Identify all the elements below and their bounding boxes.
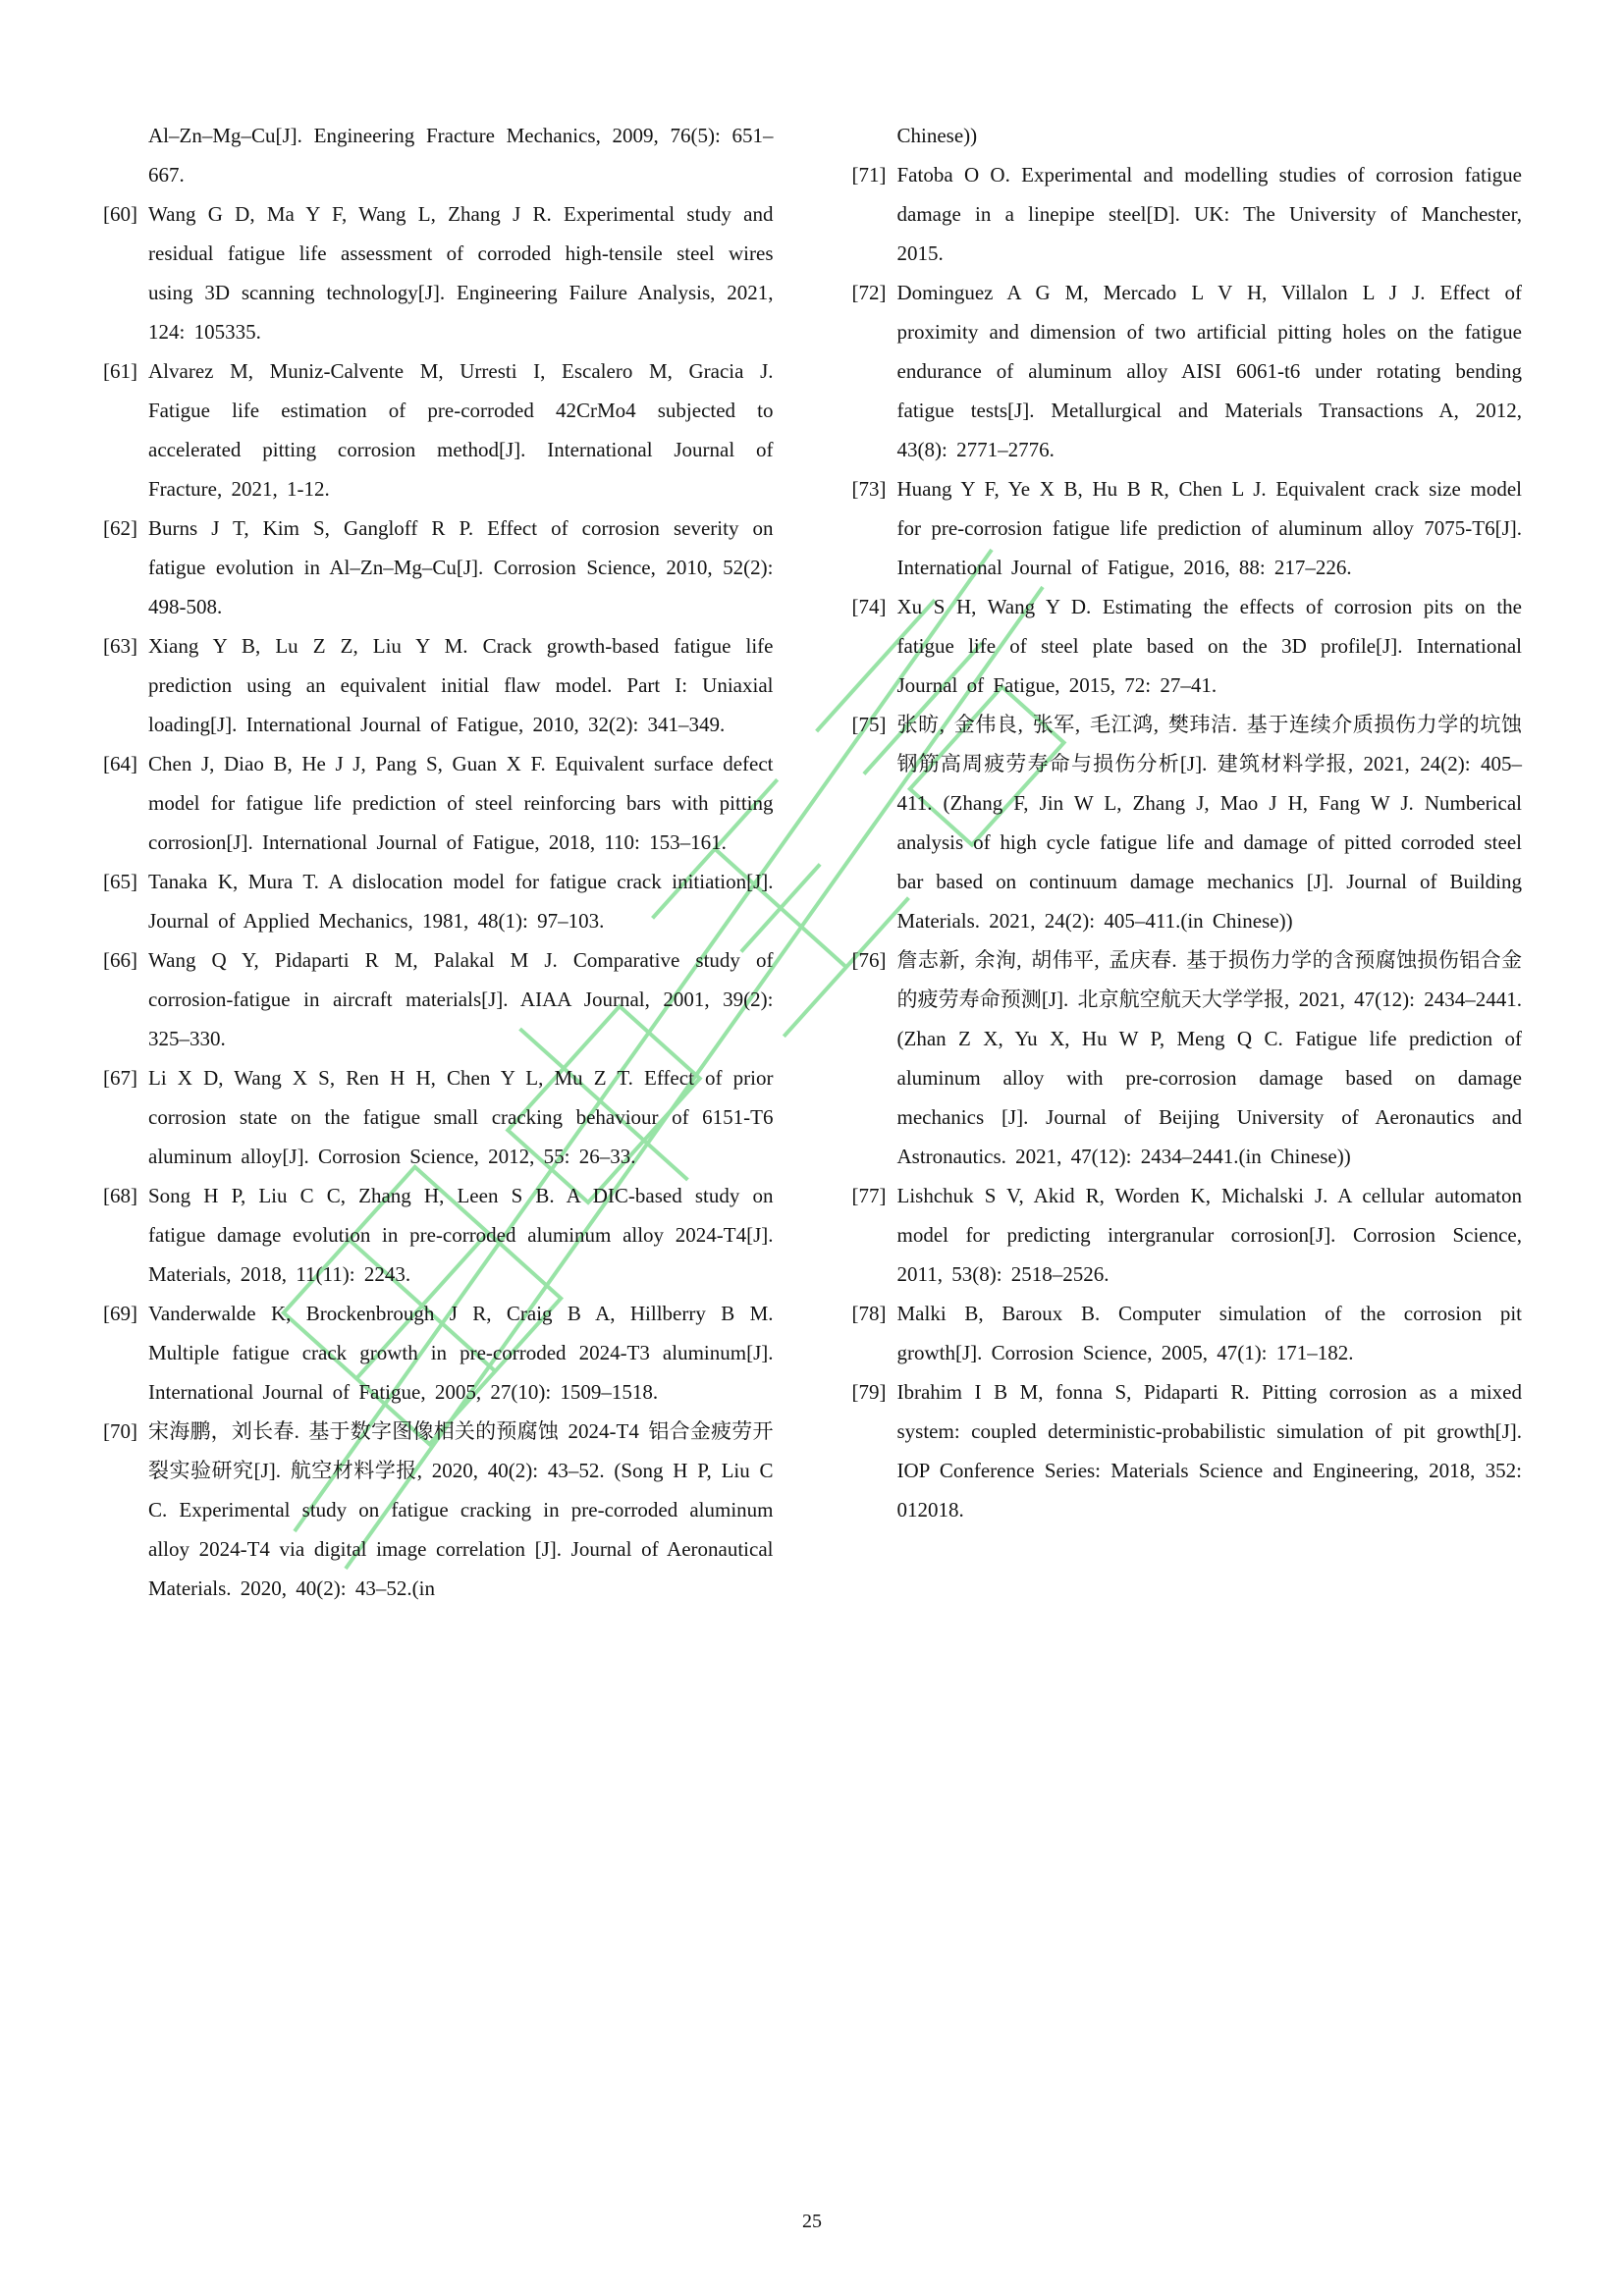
reference-item [852, 705, 1523, 940]
reference-item [103, 1058, 774, 1176]
reference-text: Fatoba O O. Experimental and modelling studies of corrosion fatigue damage in a linepipe steel[D]. UK: The University of Manchester, 2015. [896, 163, 1522, 265]
references-column-left [103, 116, 774, 1608]
reference-continuation [103, 116, 774, 194]
reference-label: [66] [103, 948, 137, 972]
reference-text: Chen J, Diao B, He J J, Pang S, Guan X F. Equivalent surface defect model for fatigue life prediction of steel reinforcing bars with pitting corrosion[J]. International Journal of Fatigue, 2018, 110: 153–161. [148, 752, 774, 854]
reference-label: [68] [103, 1184, 137, 1207]
reference-label: [72] [851, 281, 887, 304]
reference-text: Huang Y F, Ye X B, Hu B R, Chen L J. Equivalent crack size model for pre-corrosion fatigue life prediction of aluminum alloy 7075-T6[J]. International Journal of Fatigue, 2016, 88: 217–226. [896, 477, 1522, 579]
reference-label: [64] [103, 752, 137, 775]
reference-label [103, 116, 148, 194]
reference-item [103, 1294, 774, 1412]
reference-item [103, 862, 774, 940]
reference-continuation [852, 116, 1523, 155]
reference-label: [69] [103, 1302, 137, 1325]
reference-text: Chinese)) [896, 124, 978, 147]
reference-label: [61] [103, 359, 137, 383]
reference-label: [73] [851, 477, 887, 501]
reference-label: [77] [851, 1184, 887, 1207]
page-number: 25 [802, 2211, 822, 2232]
reference-text: Song H P, Liu C C, Zhang H, Leen S B. A DIC-based study on fatigue damage evolution in pre-corroded aluminum alloy 2024-T4[J]. Materials, 2018, 11(11): 2243. [148, 1184, 774, 1286]
reference-item [103, 744, 774, 862]
reference-item [852, 273, 1523, 469]
reference-label: [67] [103, 1066, 137, 1090]
reference-text: 张昉, 金伟良, 张军, 毛江鸿, 樊玮洁. 基于连续介质损伤力学的坑蚀钢筋高周疲劳寿命与损伤分析[J]. 建筑材料学报, 2021, 24(2): 405–411. (Zhang F, Jin W L, Zhang J, Mao J H, Fang W J. Numberical analysis of high cycle fatigue life and damage of pitted corroded steel bar based on continuum damage mechanics [J]. Journal of Building Materials. 2021, 24(2): 405–411.(in Chinese)) [896, 713, 1522, 933]
reference-label: [78] [851, 1302, 887, 1325]
reference-item [103, 351, 774, 508]
reference-item [852, 155, 1523, 273]
reference-item [852, 940, 1523, 1176]
reference-label: [75] [851, 713, 887, 736]
reference-label: [70] [103, 1419, 137, 1443]
reference-text: Malki B, Baroux B. Computer simulation of the corrosion pit growth[J]. Corrosion Science, 2005, 47(1): 171–182. [896, 1302, 1522, 1364]
reference-text: Lishchuk S V, Akid R, Worden K, Michalski J. A cellular automaton model for predicting intergranular corrosion[J]. Corrosion Science, 2011, 53(8): 2518–2526. [896, 1184, 1522, 1286]
reference-text: Tanaka K, Mura T. A dislocation model for fatigue crack initiation[J]. Journal of Applied Mechanics, 1981, 48(1): 97–103. [148, 870, 774, 933]
reference-text: Burns J T, Kim S, Gangloff R P. Effect of corrosion severity on fatigue evolution in Al–Zn–Mg–Cu[J]. Corrosion Science, 2010, 52(2): 498-508. [148, 516, 774, 618]
reference-item [852, 469, 1523, 587]
reference-label: [65] [103, 870, 137, 893]
reference-label: [63] [103, 634, 137, 658]
reference-item [852, 1294, 1523, 1372]
reference-item [852, 1372, 1523, 1529]
reference-text: Dominguez A G M, Mercado L V H, Villalon L J J. Effect of proximity and dimension of two artificial pitting holes on the fatigue endurance of aluminum alloy AISI 6061-t6 under rotating bending fatigue tests[J]. Metallurgical and Materials Transactions A, 2012, 43(8): 2771–2776. [896, 281, 1522, 461]
reference-label: [60] [103, 202, 137, 226]
reference-text: Al–Zn–Mg–Cu[J]. Engineering Fracture Mechanics, 2009, 76(5): 651–667. [148, 124, 774, 187]
reference-item [103, 1412, 774, 1608]
reference-text: Wang Q Y, Pidaparti R M, Palakal M J. Comparative study of corrosion-fatigue in aircraft materials[J]. AIAA Journal, 2001, 39(2): 325–330. [148, 948, 774, 1050]
references-column-right [852, 116, 1523, 1608]
reference-text: Wang G D, Ma Y F, Wang L, Zhang J R. Experimental study and residual fatigue life assessment of corroded high-tensile steel wires using 3D scanning technology[J]. Engineering Failure Analysis, 2021, 124: 105335. [148, 202, 774, 344]
reference-label: [62] [103, 516, 137, 540]
reference-item [852, 1176, 1523, 1294]
reference-text: 詹志新, 余洵, 胡伟平, 孟庆春. 基于损伤力学的含预腐蚀损伤铝合金的疲劳寿命预测[J]. 北京航空航天大学学报, 2021, 47(12): 2434–2441.(Zhan Z X, Yu X, Hu W P, Meng Q C. Fatigue life prediction of aluminum alloy with pre-corrosion damage based on damage mechanics [J]. Journal of Beijing University of Aeronautics and Astronautics. 2021, 47(12): 2434–2441.(in Chinese)) [896, 948, 1522, 1168]
reference-label: [76] [851, 948, 887, 972]
reference-text: Xiang Y B, Lu Z Z, Liu Y M. Crack growth-based fatigue life prediction using an equivalent initial flaw model. Part I: Uniaxial loading[J]. International Journal of Fatigue, 2010, 32(2): 341–349. [148, 634, 774, 736]
reference-text: Xu S H, Wang Y D. Estimating the effects of corrosion pits on the fatigue life of steel plate based on the 3D profile[J]. International Journal of Fatigue, 2015, 72: 27–41. [896, 595, 1522, 697]
reference-item [103, 1176, 774, 1294]
reference-text: Vanderwalde K, Brockenbrough J R, Craig B A, Hillberry B M. Multiple fatigue crack growth in pre-corroded 2024-T3 aluminum[J]. International Journal of Fatigue, 2005, 27(10): 1509–1518. [148, 1302, 774, 1404]
reference-label: [79] [851, 1380, 887, 1404]
reference-text: Ibrahim I B M, fonna S, Pidaparti R. Pitting corrosion as a mixed system: coupled deterministic-probabilistic simulation of pit growth[J]. IOP Conference Series: Materials Science and Engineering, 2018, 352: 012018. [896, 1380, 1522, 1522]
reference-item [103, 940, 774, 1058]
reference-item [103, 194, 774, 351]
reference-item [103, 626, 774, 744]
reference-label: [74] [851, 595, 887, 618]
reference-label [852, 116, 897, 155]
reference-item [852, 587, 1523, 705]
reference-label: [71] [851, 163, 887, 187]
reference-text: 宋海鹏，刘长春. 基于数字图像相关的预腐蚀 2024-T4 铝合金疲劳开裂实验研究[J]. 航空材料学报, 2020, 40(2): 43–52. (Song H P, Liu C C. Experimental study on fatigue cracking in pre-corroded aluminum alloy 2024-T4 via digital image correlation [J]. Journal of Aeronautical Materials. 2020, 40(2): 43–52.(in [148, 1419, 774, 1600]
reference-item [103, 508, 774, 626]
reference-text: Li X D, Wang X S, Ren H H, Chen Y L, Mu Z T. Effect of prior corrosion state on the fatigue small cracking behaviour of 6151-T6 aluminum alloy[J]. Corrosion Science, 2012, 55: 26–33. [148, 1066, 774, 1168]
reference-text: Alvarez M, Muniz-Calvente M, Urresti I, Escalero M, Gracia J. Fatigue life estimation of pre-corroded 42CrMo4 subjected to accelerated pitting corrosion method[J]. International Journal of Fracture, 2021, 1-12. [148, 359, 774, 501]
